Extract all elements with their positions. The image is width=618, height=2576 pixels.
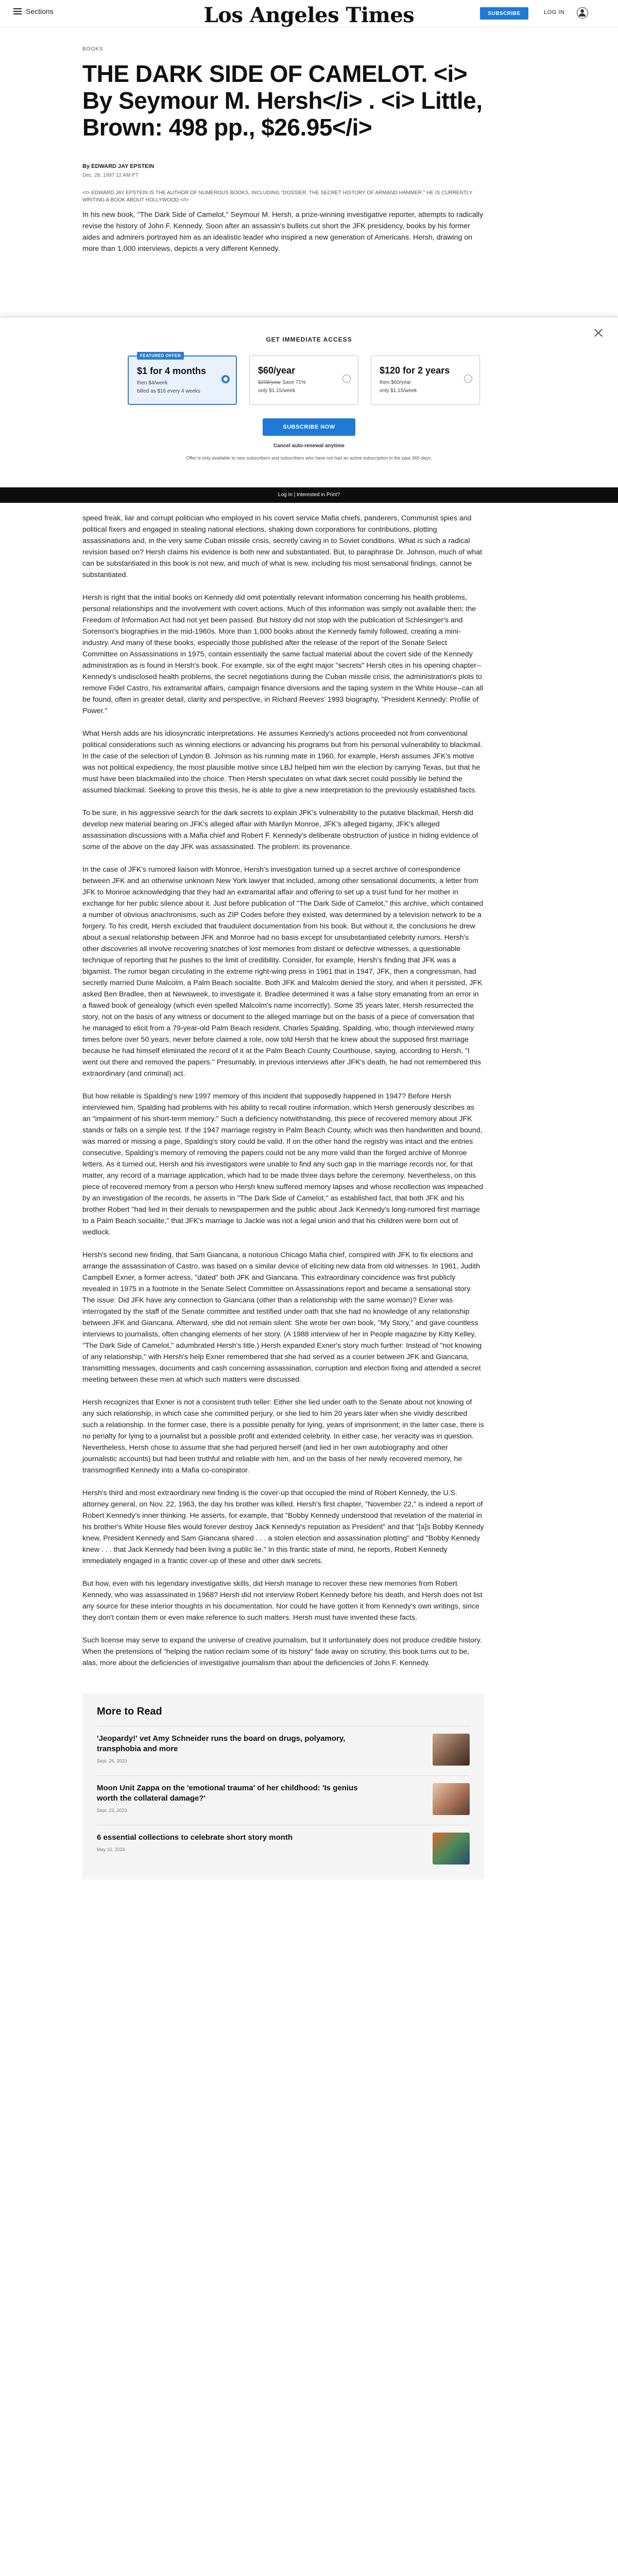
headline: THE DARK SIDE OF CAMELOT. <i> By Seymour M. Hersh</i> . <i> Little, Brown: 498 pp., $26.95</i> [82, 60, 483, 141]
byline[interactable]: By EDWARD JAY EPSTEIN [82, 163, 154, 170]
article-header [82, 46, 484, 266]
hamburger-icon[interactable] [13, 8, 22, 14]
plan-billing: only $1.15/week [258, 388, 296, 394]
list-item[interactable] [97, 1775, 470, 1825]
cancel-note: Cancel auto-renewal anytime [273, 443, 345, 449]
paragraph: But how, even with his legendary investigative skills, did Hersh manage to recover these new memories from Robert Kennedy, who was assassinated in 1968? Hersh did not interview Robert Kennedy before his death, and Hersh does not list any source for these interior thoughts in his documentation. Nor could he have gotten it from Kennedy's own writings, since they don't contain them or even make reference to such matters. Hersh must have invented these facts. [82, 1580, 483, 1622]
paragraph: In the case of JFK's rumored liaison with Monroe, Hersh's investigation turned up a secret archive of correspondence between JFK and an otherwise unknown New York lawyer that included, among other sensational documents, a letter from JFK to Monroe acknowledging that they had an extramarital affair and offering to set up a trust fund for her mother in exchange for her public silence about it. Just before publication of "The Dark Side of Camelot," this archive, which contained a number of obvious anachronisms, such as ZIP Codes before they existed, was determined by a television network to be a forgery. To his credit, Hersh excluded that fraudulent documentation from his book. But without it, the conclusions he drew about a sexual relationship between JFK and Monroe had no basis except for unsubstantiated celebrity rumors. Hersh's other discoveries all involve recovering snatches of lost memories from distant or defective witnesses, a questionable technique of reporting that he pushes to the limit of credibility. Consider, for example, Hersh's finding that JFK was a bigamist. The rumor began circulating in the extreme right-wing press in 1961 that in 1947, JFK, then a congressman, had secretly married Durie Malcolm, a Palm Beach socialite. Both JFK and Malcolm denied the story, and when it persisted, JFK asked Ben Bradlee, then at Newsweek, to investigate it. Bradlee determined it was a false story emanating from an error in a flawed book of genealogy (which even spelled Malcolm's name incorrectly). Some 35 years later, Hersh resurrected the story, not on the basis of any witness or document to the alleged marriage but on the basis of a piece of conversation that he managed to elicit from a 79-year-old Palm Beach resident, Charles Spalding. Spalding, who, though interviewed many times before over 50 years, never before claimed a role, now told Hersh that he knew about the supposed first marriage because he had himself eliminated the record of it at the Palm Beach County Courthouse, saying, according to Hersh, "I went out there and removed the papers." Presumably, in previous interviews after JFK's death, he had not remembered this extraordinary (and criminal) act. [82, 866, 484, 1078]
user-icon[interactable] [577, 7, 588, 19]
plan-price: $120 for 2 years [380, 365, 450, 376]
subscribe-button[interactable]: SUBSCRIBE [480, 7, 528, 20]
paragraph: To be sure, in his aggressive search for the dark secrets to explain JFK's vulnerability to the putative blackmail, Hersh did develop new material bearing on JFK's alleged affair with Marilyn Monroe, JFK's alleged bigamy, JFK's alleged assassination discussions with a Mafia chief and Robert F. Kennedy's deliberate obstruction of justice in hiding evidence of some of the above on the day JFK was assassinated. The problem: its provenance. [82, 809, 478, 851]
plan-price: $60/year [258, 365, 296, 376]
section-kicker[interactable]: BOOKS [82, 46, 104, 52]
plan-billing: only $1.15/week [380, 388, 417, 394]
paywall-modal [0, 317, 618, 503]
sections-button[interactable] [13, 7, 54, 15]
plan-billing: billed as $16 every 4 weeks [137, 388, 200, 394]
paragraph: speed freak, liar and corrupt politician who employed in his covert service Mafia chiefs, panderers, Communist spies and political fixers and engaged in stealing national elections, shaking down corporations for contributions, plotting assassinations and, in the very same Cuban missile crisis, secretly caving in to Soviet conditions. What is such a radical revision based on? Hersh claims his evidence is both new and substantiated. But, to paraphrase Dr. Johnson, much of what can be substantiated in this book is not new, and much of what is new, including his most sensational findings, cannot be substantiated. [82, 514, 483, 579]
paragraph: Such license may serve to expand the universe of creative journalism, but it unfortunately does not produce credible history. When the pretensions of "helping the nation reclaim some of its history" fade away on scrutiny, this book turns out to be, alas, more about the deficiencies of investigative journalism than about the deficiencies of John F. Kennedy. [82, 1636, 482, 1667]
paragraph: Hersh is right that the initial books on Kennedy did omit potentially relevant information concerning his health problems, personal relationships and the involvement with covert actions. Much of this information was simply not available then; the Freedom of Information Act had not yet been passed. But history did not stop with the publication of Schlesinger's and Sorenson's biographies in the mid-1960s. More than 1,000 books about the Kennedy family followed, creating a mini-industry. And many of these books, especially those published after the release of the report of the Senate Select Committee on Assassinations in 1975, contain essentially the same factual material about the covert side of the Kennedy administration as is found in Hersh's book. For example, six of the eight major "secrets" Hersh cites in his opening chapter--Kennedy's undisclosed health problems, the secret negotiations during the Cuban missile crisis, the administration's plots to remove Fidel Castro, his extramarital affairs, campaign finance diversions and the taping system in the White House--can all be found, often in greater detail, clarity and perspective, in Richard Reeves' 1993 biography, "President Kennedy: Profile of Power." [82, 594, 484, 715]
plan-radio[interactable] [464, 375, 472, 383]
story-thumbnail[interactable] [433, 1783, 470, 1815]
paragraph: But how reliable is Spalding's new 1997 memory of this incident that supposedly happened in 1947? Before Hersh interviewed him, Spalding had problems with his ability to recall routine information, which Hersh generously describes as an "impairment of his short-term memory." Such a deficiency notwithstanding, this piece of recovered memory about JFK stands or falls on a simple test. If the 1947 marriage registry in Palm Beach County, which was then handwritten and bound, was marred or missing a page, Spalding's story could be valid. If on the other hand the registry was intact and the entries consecutive, Spalding's memory of removing the papers could not be any more valid than the forged archive of Monroe letters. As it turned out, Hersh and his investigators were unable to find any such gap in the marriage records nor, for that matter, any record of a marriage application, which had to be made three days before the ceremony. Nevertheless, on this piece of recovered memory from a person who Hersh knew suffered memory lapses and whose recollection was impeached by an investigation of the records, he asserts in "The Dark Side of Camelot," as established fact, that both JFK and his brother Robert "had lied in their denials to newspapermen and the public about Jack Kennedy's long-rumored first marriage to a Palm Beach socialite," that JFK's marriage to Jackie was not a legal union and that his children were born out of wedlock. [82, 1092, 484, 1236]
publish-date: Dec. 28, 1997 12 AM PT [82, 173, 139, 178]
plan-original-price: $208/year [258, 380, 281, 385]
paragraph: Hersh recognizes that Exner is not a consistent truth teller: Either she lied under oath to the Senate about not knowing of any such relationship, in which case she committed perjury, or she lied to him 20 years later when she vividly described such a relationship. In the former case, there is a possible penalty for lying, years of imprisonment; in the latter case, there is no penalty for lying to a journalist but a possible profit and extended celebrity. In either case, her veracity was in question. Nevertheless, Hersh chose to assume that she had perjured herself (and lied in her own autobiography and other journalistic accounts) but had been truthful and reliable with him, and on the basis of her newly recovered memory, he transmogrified Kennedy into a Mafia co-conspirator. [82, 1398, 484, 1475]
paragraph: Hersh's third and most extraordinary new finding is the cover-up that occupied the mind of Robert Kennedy, the U.S. attorney general, on Nov. 22, 1963, the day his brother was killed. Hersh's first chapter, "November 22," is indeed a report of Robert Kennedy's inner thinking. He asserts, for example, that "Bobby Kennedy understood that revelation of the material in his brother's White House files would forever destroy Jack Kennedy's reputation as President" and that "[a]s Bobby Kennedy knew, President Kennedy and Sam Giancana shared . . . a stolen election and assassination plotting" and "Bobby Kennedy knew . . . that Jack Kennedy had been living a public lie." In this frantic state of mind, he reports, Robert Kennedy immediately engaged in a frantic cover-up of these and other dark secrets. [82, 1489, 484, 1565]
login-link[interactable]: LOG IN [544, 9, 565, 15]
more-to-read-title: More to Read [97, 1706, 162, 1717]
story-link[interactable]: 6 essential collections to celebrate short story month [97, 1833, 293, 1842]
paragraph: Hersh's second new finding, that Sam Giancana, a notorious Chicago Mafia chief, conspired with JFK to fix elections and arrange the assassination of Castro, was based on a similar device of eliciting new data from old witnesses. In 1961, Judith Campbell Exner, a former actress, "dated" both JFK and Giancana. This extraordinary coincidence was first publicly revealed in 1975 in a footnote in the Senate Select Committee on Assassinations report and became a sensational story. The issue: Did JFK have any connection to Giancana (other than a relationship with the same woman)? Exner was interrogated by the staff of the Senate committee and testified under oath that she had no knowledge of any relationship between JFK and Giancana. Afterward, she did not remain silent: She wrote her own book, "My Story," and gave countless interviews to journalists, often changing elements of her story. (A 1988 interview of her in People magazine by Kitty Kelley, "The Dark Side of Camelot," adumbrated Hersh's title.) Hersh expanded Exner's story much further: Instead of "not knowing of any relationship," with Hersh's help Exner remembered that she had served as a courier between JFK and Giancana, transmitting messages, documents and cash concerning assassination, corruption and election fixing and attended a secret meeting between these men at which such matters were discussed. [82, 1251, 482, 1384]
subscribe-now-button[interactable]: SUBSCRIBE NOW [263, 418, 355, 436]
story-date: May 10, 2024 [97, 1847, 125, 1852]
story-date: Sept. 26, 2023 [97, 1758, 127, 1764]
login-print-link[interactable]: Log In | Interested in Print? [278, 492, 340, 498]
plan-detail [258, 380, 306, 385]
masthead-logo: Los Angeles Times [203, 3, 415, 27]
story-thumbnail[interactable] [433, 1734, 470, 1766]
story-link[interactable]: Moon Unit Zappa on the 'emotional trauma' of her childhood: 'Is genius worth the collateral damage?' [97, 1784, 358, 1803]
plan-options [128, 355, 488, 407]
author-bio: <I> EDWARD JAY EPSTEIN IS THE AUTHOR OF NUMEROUS BOOKS, INCLUDING "DOSSIER: THE SECRET HISTORY OF ARMAND HAMMER." HE IS CURRENTLY WRITING A BOOK ABOUT HOLLYWOOD.</I> [82, 190, 473, 203]
login-print-bar [0, 487, 618, 503]
plan-radio[interactable] [342, 375, 351, 383]
plan-detail: then $60/year [380, 380, 411, 385]
story-date: Sept. 23, 2023 [97, 1808, 127, 1813]
plan-savings: Save 71% [281, 380, 306, 385]
plan-detail: then $4/week [137, 380, 168, 386]
paragraph: What Hersh adds are his idiosyncratic interpretations. He assumes Kennedy's actions proceeded not from conventional political considerations such as winning elections or advancing his programs but from his personal vulnerability to blackmail. In the case of the selection of Lyndon B. Johnson as his running mate in 1960, for example, Hersh assumes JFK's motive was not political expediency, the most plausible motive since LBJ helped him win the election by carrying Texas, but that he must have been blackmailed into the choice. Then Hersh speculates on what dark secret could possibly lie behind the assumed blackmail. Seeking to prove this thesis, he is able to give a new interpretation to the previously established facts. [82, 730, 483, 794]
sections-label[interactable]: Sections [26, 7, 54, 15]
story-thumbnail[interactable] [433, 1833, 470, 1865]
list-item[interactable] [97, 1726, 470, 1775]
featured-badge: FEATURED OFFER [137, 352, 184, 360]
list-item[interactable] [97, 1825, 470, 1874]
plan-option-4-months[interactable] [128, 355, 237, 405]
paywall-title: GET IMMEDIATE ACCESS [266, 336, 352, 343]
more-to-read [82, 1693, 484, 1879]
top-bar [0, 0, 618, 27]
article-body-visible [82, 209, 484, 266]
paragraph-intro: In his new book, "The Dark Side of Camelot," Seymour M. Hersh, a prize-winning investigative reporter, attempts to radically revise the history of John F. Kennedy. Soon after an assassin's bullets cut short the JFK presidency, books by his former aides and admirers portrayed him as an idealistic leader who inspired a new generation of Americans. Hersh, drawing on more than 1,000 interviews, depicts a very different Kennedy. [82, 211, 484, 253]
fine-print: Offer is only available to new subscribers and subscribers who have not had an active subscription in the past 365 days. [186, 455, 432, 461]
story-link[interactable]: 'Jeopardy!' vet Amy Schneider runs the board on drugs, polyamory, transphobia and more [97, 1734, 346, 1753]
plan-price: $1 for 4 months [137, 366, 207, 376]
plan-option-yearly[interactable] [249, 355, 358, 405]
article-body [82, 513, 484, 1879]
plan-option-2-years[interactable] [371, 355, 480, 405]
plan-radio[interactable] [221, 375, 230, 383]
